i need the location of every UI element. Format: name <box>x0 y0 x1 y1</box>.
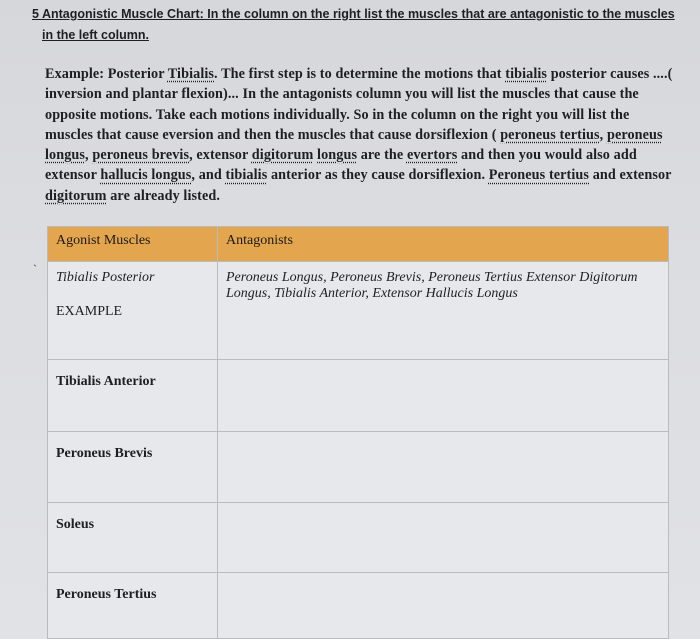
agonist-row <box>48 432 218 503</box>
header-antagonists: Antagonists <box>218 227 669 262</box>
example-antagonists: Peroneus Longus, Peroneus Brevis, Peroneus Tertius Extensor Digitorum Longus, Tibialis Anterior, Extensor Hallucis Longus <box>226 270 638 301</box>
example-antagonists-cell <box>218 262 669 360</box>
antagonist-answer-cell[interactable] <box>218 573 669 639</box>
header-title: 5 Antagonistic Muscle Chart: In the column on the right list the muscles that are antagonistic to the muscles <box>32 7 675 21</box>
antagonist-answer-cell[interactable] <box>218 432 669 503</box>
agonist-row <box>48 360 218 432</box>
agonist-muscle-name: Soleus <box>56 517 95 532</box>
header-subtitle: in the left column. <box>42 28 149 42</box>
agonist-row <box>48 503 218 573</box>
antagonist-answer-cell[interactable] <box>218 360 669 432</box>
assignment-header <box>32 4 675 46</box>
example-label: EXAMPLE <box>56 304 123 319</box>
antagonist-answer-cell[interactable] <box>218 503 669 573</box>
agonist-muscle-name: Peroneus Tertius <box>56 587 157 602</box>
example-instructions: Example: Posterior Tibialis. The first step is to determine the motions that tibialis posterior causes ....( inversion and plantar flexion)... In the antagonists column you will list the muscles that cause the opposite motions. Take each motions individually. So in the column on the right you will list the muscles that cause eversion and then the muscles that cause dorsiflexion ( peroneus tertius, peroneus longus, peroneus brevis, extensor digitorum longus are the evertors and then you would also add extensor hallucis longus, and tibialis anterior as they cause dorsiflexion. Peroneus tertius and extensor digitorum are already listed. <box>45 66 673 204</box>
header-agonist-muscles: Agonist Muscles <box>48 227 218 262</box>
antagonistic-muscle-chart <box>47 226 669 639</box>
stray-mark: ˋ <box>33 262 37 276</box>
example-agonist-cell <box>48 262 218 360</box>
agonist-muscle-name: Tibialis Anterior <box>56 374 156 389</box>
agonist-muscle-name: Peroneus Brevis <box>56 446 153 461</box>
example-agonist: Tibialis Posterior <box>56 270 155 285</box>
agonist-row <box>48 573 218 639</box>
